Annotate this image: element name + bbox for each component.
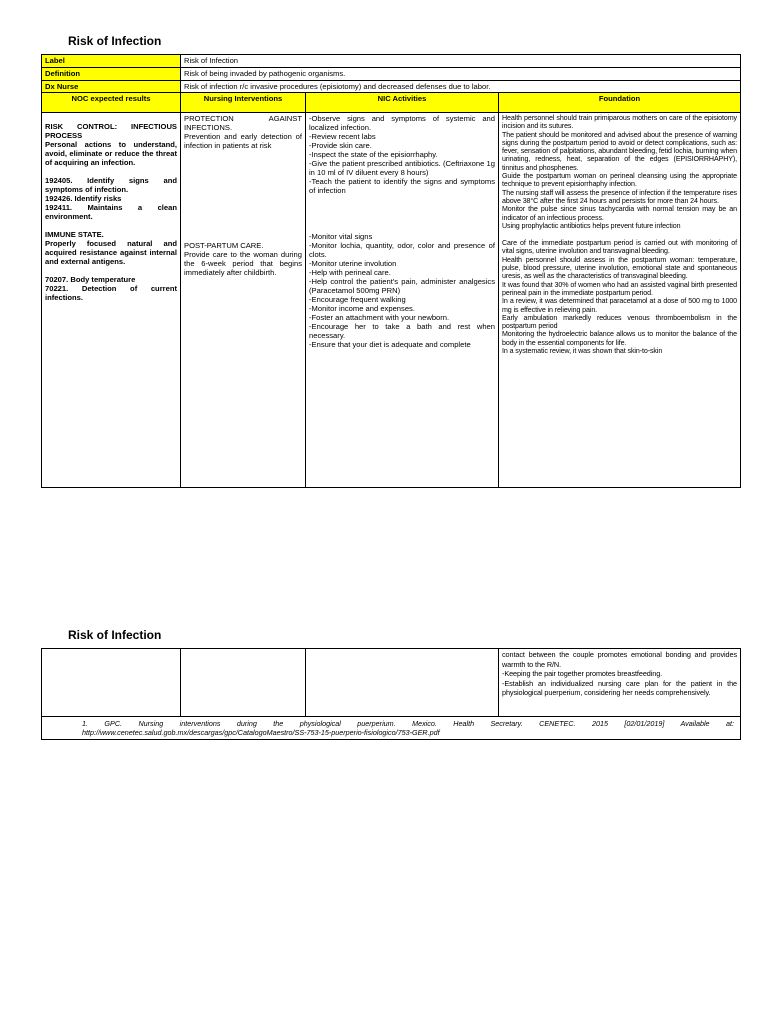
foundation-paragraph: Health personnel should train primiparous mothers on care of the episiotomy incision and its sutures. xyxy=(502,114,737,131)
noc-line: 192411. Maintains a clean environment. xyxy=(45,203,177,221)
noc-line: 192405. Identify signs and symptoms of infection. xyxy=(45,176,177,194)
noc-line: Properly focused natural and acquired resistance against internal and external antigens. xyxy=(45,239,177,266)
foundation-paragraph: Guide the postpartum woman on perineal cleansing using the appropriate technique to prevent episiorrhaphy infection. xyxy=(502,172,737,189)
label-value: Risk of Infection xyxy=(181,55,741,68)
nic-item: -Teach the patient to identify the signs and symptoms of infection xyxy=(309,177,495,195)
intervention-text: Provide care to the woman during the 6-week period that begins immediately after childbirth. xyxy=(184,250,302,277)
nic-item: -Monitor vital signs xyxy=(309,232,373,241)
intervention-title: PROTECTION AGAINST INFECTIONS. xyxy=(184,114,302,132)
noc-line: RISK CONTROL: INFECTIOUS PROCESS xyxy=(45,122,177,140)
nic-item: -Help control the patient's pain, administer analgesics (Paracetamol 500mg PRN) xyxy=(309,277,495,295)
foundation-cell xyxy=(499,113,741,488)
foundation-paragraph: In a review, it was determined that paracetamol at a dose of 500 mg to 1000 mg is effective in relieving pain. xyxy=(502,297,737,314)
nic-item: -Inspect the state of the episiorrhaphy. xyxy=(309,150,438,159)
care-plan-table-continued xyxy=(41,648,741,740)
noc-line: Personal actions to understand, avoid, eliminate or reduce the threat of acquiring an infection. xyxy=(45,140,177,167)
nic-item: -Monitor income and expenses. xyxy=(309,304,415,313)
nic-item: -Monitor lochia, quantity, odor, color and presence of clots. xyxy=(309,241,495,259)
content-row xyxy=(42,113,741,488)
foundation-paragraph: Using prophylactic antibiotics helps prevent future infection xyxy=(502,221,681,230)
reference-text: 1. GPC. Nursing interventions during the physiological puerperium. Mexico. Health Secretary. CENETEC. 2015 [02/01/2019] Available at: http://www.cenetec.salud.gob.mx/descargas/gpc/CatalogoMaestro/SS-753-15-puerperio-fisiologico/753-GER.pdf xyxy=(42,717,741,740)
intervention-title: POST-PARTUM CARE. xyxy=(184,241,264,250)
header-interventions: Nursing Interventions xyxy=(181,93,306,113)
header-nic: NIC Activities xyxy=(306,93,499,113)
foundation-paragraph: Monitor the pulse since sinus tachycardia with normal tension may be an indicator of an infectious process. xyxy=(502,205,737,222)
noc-line xyxy=(45,221,177,230)
noc-line xyxy=(45,266,177,275)
foundation-paragraph: In a systematic review, it was shown that skin-to-skin xyxy=(502,347,663,356)
foundation-paragraph: -Establish an individualized nursing care plan for the patient in the physiological puerperium, considering her needs comprehensively. xyxy=(502,678,737,697)
foundation-paragraph: contact between the couple promotes emotional bonding and provides warmth to the R/N. xyxy=(502,650,737,669)
foundation-paragraph: The patient should be monitored and advised about the presence of warning signs during the postpartum period to avoid or detect complications, such as: fever, sensation of palpitations, abundant bleeding, fetid lochia, burning when urinating, redness, heat, separation of the edges (EPISIORRHAPHY), tinnitus and phosphenes. xyxy=(502,130,737,172)
nic-item: -Monitor uterine involution xyxy=(309,259,397,268)
interventions-cell xyxy=(181,113,306,488)
continued-row xyxy=(42,649,741,717)
care-plan-table xyxy=(41,54,741,488)
nic-item: -Review recent labs xyxy=(309,132,376,141)
definition-row xyxy=(42,68,741,81)
reference-row xyxy=(42,717,741,740)
foundation-paragraph: -Keeping the pair together promotes breastfeeding. xyxy=(502,669,663,678)
noc-cell-continued xyxy=(42,649,181,717)
foundation-cell-continued xyxy=(499,649,741,717)
noc-line xyxy=(45,167,177,176)
nic-item: -Provide skin care. xyxy=(309,141,372,150)
foundation-paragraph: The nursing staff will assess the presence of infection if the temperature rises above 38°C after the first 24 hours and persists for more than 24 hours. xyxy=(502,188,737,205)
header-noc: NOC expected results xyxy=(42,93,181,113)
nic-item: -Encourage her to take a bath and rest when necessary. xyxy=(309,322,495,340)
foundation-paragraph: Health personnel should assess in the postpartum woman: temperature, pulse, blood pressure, uterine involution, emotional state and spontaneous uresis, as well as the characteristics of transvaginal bleeding. xyxy=(502,255,737,281)
nic-item: -Encourage frequent walking xyxy=(309,295,406,304)
diagnosis-row xyxy=(42,81,741,93)
foundation-paragraph: Monitoring the hydroelectric balance allows us to monitor the balance of the body in the essential components for life. xyxy=(502,330,737,347)
foundation-paragraph: Care of the immediate postpartum period is carried out with monitoring of vital signs, uterine involution and transvaginal bleeding. xyxy=(502,239,737,256)
page-title: Risk of Infection xyxy=(68,34,162,48)
header-foundation: Foundation xyxy=(499,93,741,113)
label-row xyxy=(42,55,741,68)
nic-item: -Help with perineal care. xyxy=(309,268,391,277)
column-header-row xyxy=(42,93,741,113)
nic-item: -Ensure that your diet is adequate and complete xyxy=(309,340,471,349)
definition-key: Definition xyxy=(42,68,181,81)
label-key: Label xyxy=(42,55,181,68)
nic-cell-continued xyxy=(306,649,499,717)
foundation-paragraph: Early ambulation markedly reduces venous thromboembolism in the postpartum period xyxy=(502,313,737,331)
noc-line: 70221. Detection of current infections. xyxy=(45,284,177,302)
page-title: Risk of Infection xyxy=(68,628,162,642)
definition-value: Risk of being invaded by pathogenic organisms. xyxy=(181,68,741,81)
nic-item: -Give the patient prescribed antibiotics. (Ceftriaxone 1g in 10 ml of IV diluent every 8 hours) xyxy=(309,159,495,177)
interventions-cell-continued xyxy=(181,649,306,717)
intervention-text: Prevention and early detection of infection in patients at risk xyxy=(184,132,302,150)
diagnosis-key: Dx Nurse xyxy=(42,81,181,93)
noc-line: 192426. Identify risks xyxy=(45,194,122,203)
nic-item: -Observe signs and symptoms of systemic and localized infection. xyxy=(309,114,495,132)
noc-cell xyxy=(42,113,181,488)
noc-line: IMMUNE STATE. xyxy=(45,230,104,239)
noc-line: 70207. Body temperature xyxy=(45,275,136,284)
diagnosis-value: Risk of infection r/c invasive procedures (episiotomy) and decreased defenses due to labor. xyxy=(181,81,741,93)
nic-cell xyxy=(306,113,499,488)
nic-item: -Foster an attachment with your newborn. xyxy=(309,313,450,322)
foundation-paragraph: It was found that 30% of women who had an assisted vaginal birth presented perineal pain in the immediate postpartum period. xyxy=(502,280,737,297)
